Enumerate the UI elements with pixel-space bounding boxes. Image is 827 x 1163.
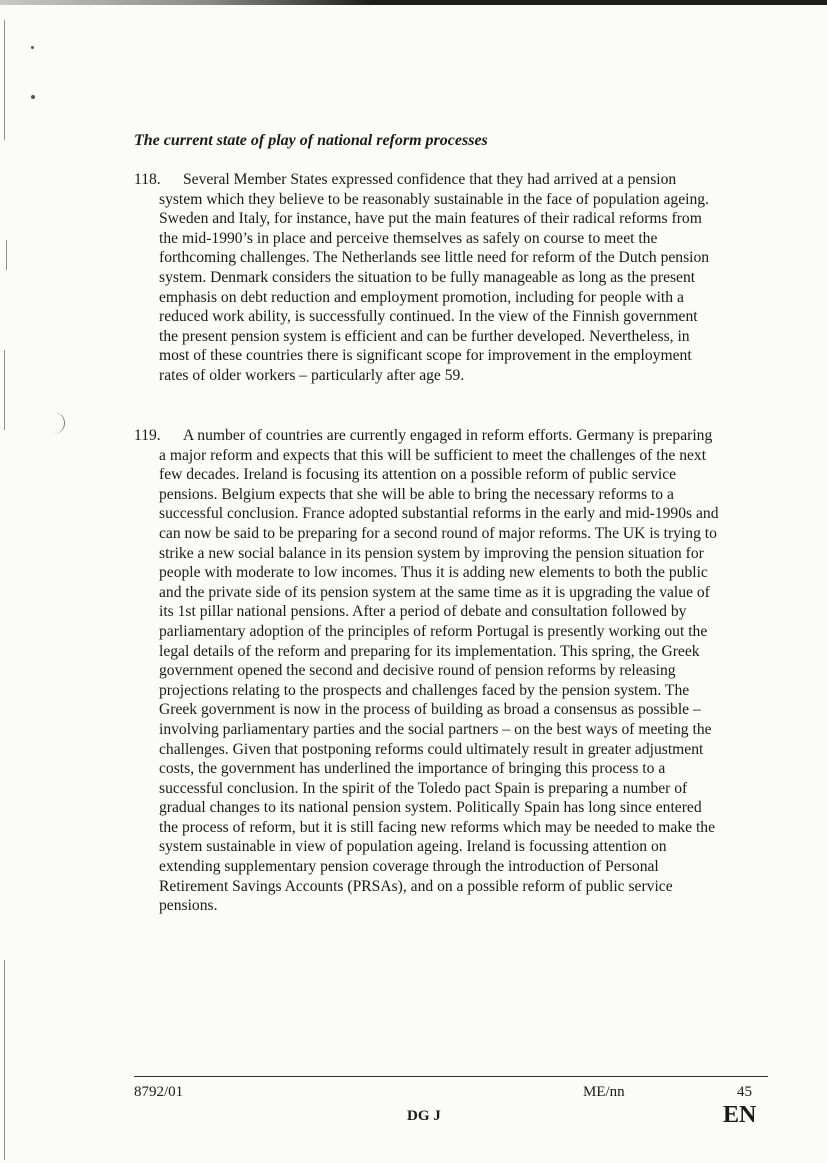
document-reference: 8792/01 xyxy=(134,1084,184,1100)
page-number: 45 xyxy=(737,1084,752,1100)
paragraph-text: Several Member States expressed confidence that they had arrived at a pension system which they believe to be reasonably sustainable in the face of population ageing. Sweden and Italy, for instance, have put the main features of their radical reforms from the mid-1990’s in place and perceive themselves as safely on course to meet the forthcoming challenges. The Netherlands see little need for reform of the Dutch pension system. Denmark considers the situation to be fully manageable as long as the present emphasis on debt reduction and employment promotion, including for people with a reduced work ability, is successfully continued. In the view of the Finnish government the present pension system is efficient and can be further developed. Nevertheless, in most of these countries there is significant scope for improvement in the employment rates of older workers – particularly after age 59. xyxy=(159,171,710,384)
scan-dot-mark xyxy=(31,95,35,99)
scan-arc-mark xyxy=(50,412,65,434)
paragraph-119 xyxy=(134,426,719,916)
section-heading: The current state of play of national reform processes xyxy=(134,132,488,149)
scan-margin-mark xyxy=(4,20,5,140)
paragraph-number: 119. xyxy=(134,427,161,444)
paragraph-number: 118. xyxy=(134,171,161,188)
paragraph-text: A number of countries are currently engaged in reform efforts. Germany is preparing a major reform and expects that this will be sufficient to meet the challenges of the next few decades. Ireland is focusing its attention on a possible reform of public service pensions. Belgium expects that she will be able to bring the necessary reforms to a successful conclusion. France adopted substantial reforms in the early and mid-1990s and can now be said to be preparing for a second round of major reforms. The UK is trying to strike a new social balance in its pension system by improving the pension situation for people with moderate to low incomes. Thus it is adding new elements to both the public and the private side of its pension system at the same time as it is upgrading the value of its 1st pillar national pensions. After a period of debate and consultation followed by parliamentary adoption of the principles of reform Portugal is presently working out the legal details of the reform and preparing for its implementation. This spring, the Greek government opened the second and decisive round of pension reforms by releasing projections relating to the prospects and challenges faced by the pension system. The Greek government is now in the process of building as broad a consensus as possible – involving parliamentary parties and the social partners – on the best ways of meeting the challenges. Given that postponing reforms could ultimately result in greater adjustment costs, the government has underlined the importance of bringing this process to a successful conclusion. In the spirit of the Toledo pact Spain is preparing a number of gradual changes to its national pension system. Politically Spain has long since entered the process of reform, but it is still facing new reforms which may be needed to make the system sustainable in view of population ageing. Ireland is focussing attention on extending supplementary pension coverage through the introduction of Personal Retirement Savings Accounts (PRSAs), and on a possible reform of public service pensions. xyxy=(159,427,719,915)
scan-margin-mark xyxy=(4,350,5,430)
scan-margin-mark xyxy=(4,960,5,1160)
scan-margin-mark xyxy=(6,240,7,270)
top-border-rule xyxy=(0,0,827,5)
directorate-label: DG J xyxy=(407,1108,441,1124)
scan-dot-mark xyxy=(31,46,34,49)
footer-divider xyxy=(134,1076,768,1077)
paragraph-118 xyxy=(134,170,719,386)
language-code: EN xyxy=(723,1102,757,1128)
author-initials: ME/nn xyxy=(583,1084,625,1100)
